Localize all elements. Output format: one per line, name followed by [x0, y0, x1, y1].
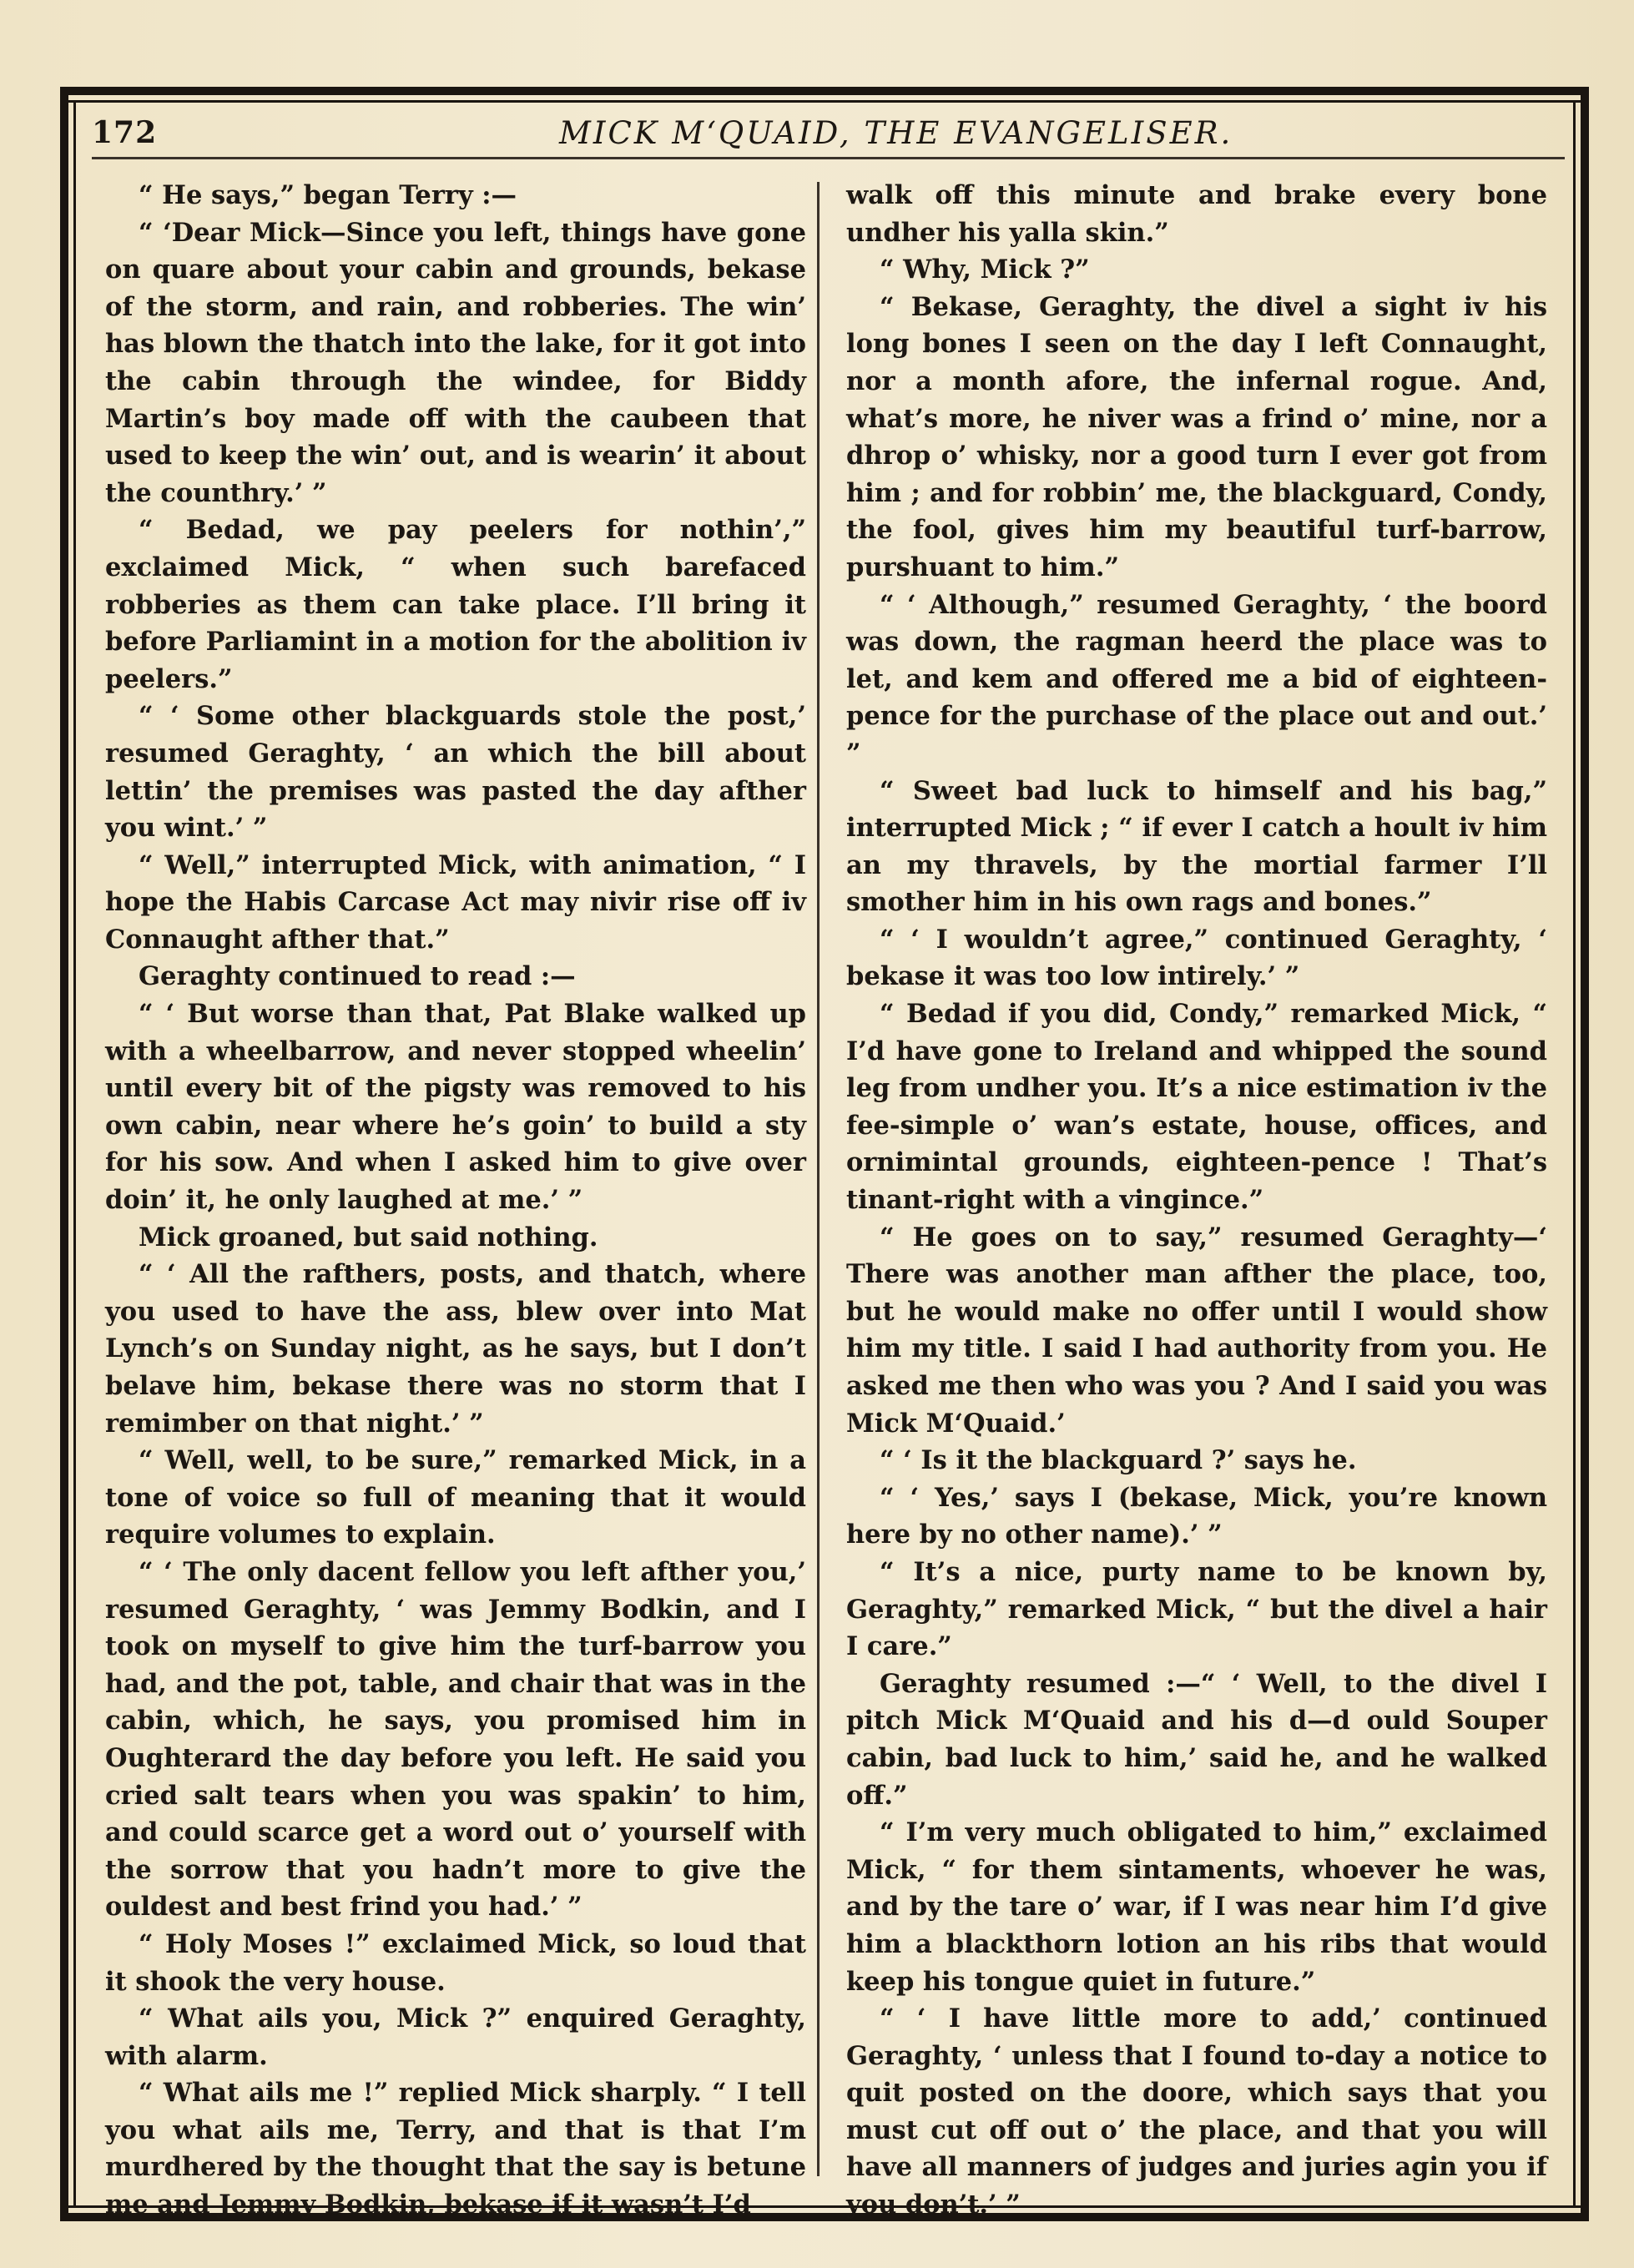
paragraph: “ He goes on to say,” resumed Geraghty—‘ There was another man afther the place, too, but he would make no offer until I would show him my title. I said I had authority from you. He asked me then who was you ? And I said you was Mick M‘Quaid.’ — [846, 1222, 1547, 1439]
border-left-thin — [73, 100, 76, 2208]
left-column — [105, 177, 806, 2224]
paragraph: “ I’m very much obligated to him,” exclaimed Mick, “ for them sintaments, whoever he was, and by the tare o’ war, if I was near him I’d give him a blackthorn lotion an his ribs that would keep his tongue quiet in future.” — [846, 1817, 1547, 1997]
border-top-thin — [60, 100, 1589, 103]
paragraph: “ ‘ Is it the blackguard ?’ says he. — [880, 1445, 1357, 1476]
paragraph: “ ‘ But worse than that, Pat Blake walked up with a wheelbarrow, and never stopped wheelin’ until every bit of the pigsty was removed to his own cabin, near where he’s goin’ to build a sty for his sow. And when I asked him to give over doin’ it, he only laughed at me.’ ” — [105, 999, 806, 1216]
paragraph: “ Well,” interrupted Mick, with animation, “ I hope the Habis Carcase Act may nivir rise off iv Connaught afther that.” — [105, 849, 806, 955]
paragraph: “ Bedad if you did, Condy,” remarked Mick, “ I’d have gone to Ireland and whipped the sound leg from undher you. It’s a nice estimation iv the fee-simple o’ wan’s estate, house, offices, and ornimintal grounds, eighteen-pence ! That’s tinant-right with a vingince.” — [846, 999, 1547, 1216]
paragraph: walk off this minute and brake every bone undher his yalla skin.” — [846, 180, 1547, 248]
paragraph: “ What ails you, Mick ?” enquired Geraghty, with alarm. — [105, 2003, 806, 2071]
border-left-thick — [60, 87, 68, 2221]
paragraph: “ Holy Moses !” exclaimed Mick, so loud that it shook the very house. — [105, 1928, 806, 1997]
paragraph: “ ‘ I have little more to add,’ continued Geraghty, ‘ unless that I found to-day a notice to quit posted on the doore, which says that you must cut off out o’ the place, and that you will have all manners of judges and juries agin you if you don’t.’ ” — [846, 2003, 1547, 2220]
border-right-thick — [1581, 87, 1589, 2221]
paragraph: “ ‘ All the rafthers, posts, and thatch, where you used to have the ass, blew over into Mat Lynch’s on Sunday night, as he says, but I don’t belave him, bekase there was no storm that I remimber on that night.’ ” — [105, 1259, 806, 1439]
paragraph: “ ‘ Some other blackguards stole the post,’ resumed Geraghty, ‘ an which the bill about lettin’ the premises was pasted the day afther you wint.’ ” — [105, 701, 806, 844]
header-rule — [92, 157, 1565, 159]
paragraph: Mick groaned, but said nothing. — [139, 1222, 598, 1252]
paragraph: “ ‘ The only dacent fellow you left afther you,’ resumed Geraghty, ‘ was Jemmy Bodkin, and I took on myself to give him the turf-barrow you had, and the pot, table, and chair that was in the cabin, which, he says, you promised him in Oughterard the day before you left. He said you cried salt tears when you was spakin’ to him, and could scarce get a word out o’ yourself with the sorrow that you hadn’t more to give the ouldest and best frind you had.’ ” — [105, 1556, 806, 1923]
paragraph: “ What ails me !” replied Mick sharply. “ I tell you what ails me, Terry, and that is that I’m murdhered by the thought that the say is betune me and Jemmy Bodkin, bekase if it wasn’t I’d — [105, 2078, 806, 2220]
paragraph: “ It’s a nice, purty name to be known by, Geraghty,” remarked Mick, “ but the divel a hair I care.” — [846, 1556, 1547, 1662]
right-column — [846, 177, 1547, 2224]
paragraph: “ ‘ I wouldn’t agree,” continued Geraghty, ‘ bekase it was too low intirely.’ ” — [846, 924, 1547, 992]
paragraph: “ Bekase, Geraghty, the divel a sight iv his long bones I seen on the day I left Connaught, nor a month afore, the infernal rogue. And, what’s more, he niver was a frind o’ mine, nor a dhrop o’ whisky, nor a good turn I ever got from him ; and for robbin’ me, the blackguard, Condy, the fool, gives him my beautiful turf-barrow, purshuant to him.” — [846, 291, 1547, 582]
paragraph: “ He says,” began Terry :— — [139, 180, 517, 210]
page-number: 172 — [92, 115, 158, 150]
paragraph: “ Well, well, to be sure,” remarked Mick, in a tone of voice so full of meaning that it would require volumes to explain. — [105, 1445, 806, 1550]
paragraph: “ Bedad, we pay peelers for nothin’,” exclaimed Mick, “ when such barefaced robberies as them can take place. I’ll bring it before Parliamint in a motion for the abolition iv peelers.” — [105, 515, 806, 694]
column-divider — [817, 182, 820, 2176]
paragraph: “ ‘ Yes,’ says I (bekase, Mick, you’re known here by no other name).’ ” — [846, 1482, 1547, 1550]
paragraph: Geraghty continued to read :— — [139, 961, 576, 992]
border-right-thin — [1573, 100, 1576, 2208]
border-top-thick — [60, 87, 1589, 95]
paragraph: “ ‘ Although,” resumed Geraghty, ‘ the boord was down, the ragman heerd the place was to let, and kem and offered me a bid of eighteen-pence for the purchase of the place out and out.’ ” — [846, 589, 1547, 769]
paragraph: Geraghty resumed :—“ ‘ Well, to the divel I pitch Mick M‘Quaid and his d—d ould Souper cabin, bad luck to him,’ said he, and he walked off.” — [846, 1668, 1547, 1811]
paragraph: “ Sweet bad luck to himself and his bag,” interrupted Mick ; “ if ever I catch a hoult iv him an my thravels, by the mortial farmer I’ll smother him in his own rags and bones.” — [846, 775, 1547, 918]
paragraph: “ ‘Dear Mick—Since you left, things have gone on quare about your cabin and grounds, bekase of the storm, and rain, and robberies. The win’ has blown the thatch into the lake, for it got into the cabin through the windee, for Biddy Martin’s boy made off with the caubeen that used to keep the win’ out, and is wearin’ it about the counthry.’ ” — [105, 217, 806, 508]
page-header — [92, 112, 1561, 155]
running-title: MICK M‘QUAID, THE EVANGELISER. — [559, 115, 1233, 151]
paragraph: “ Why, Mick ?” — [880, 255, 1090, 285]
